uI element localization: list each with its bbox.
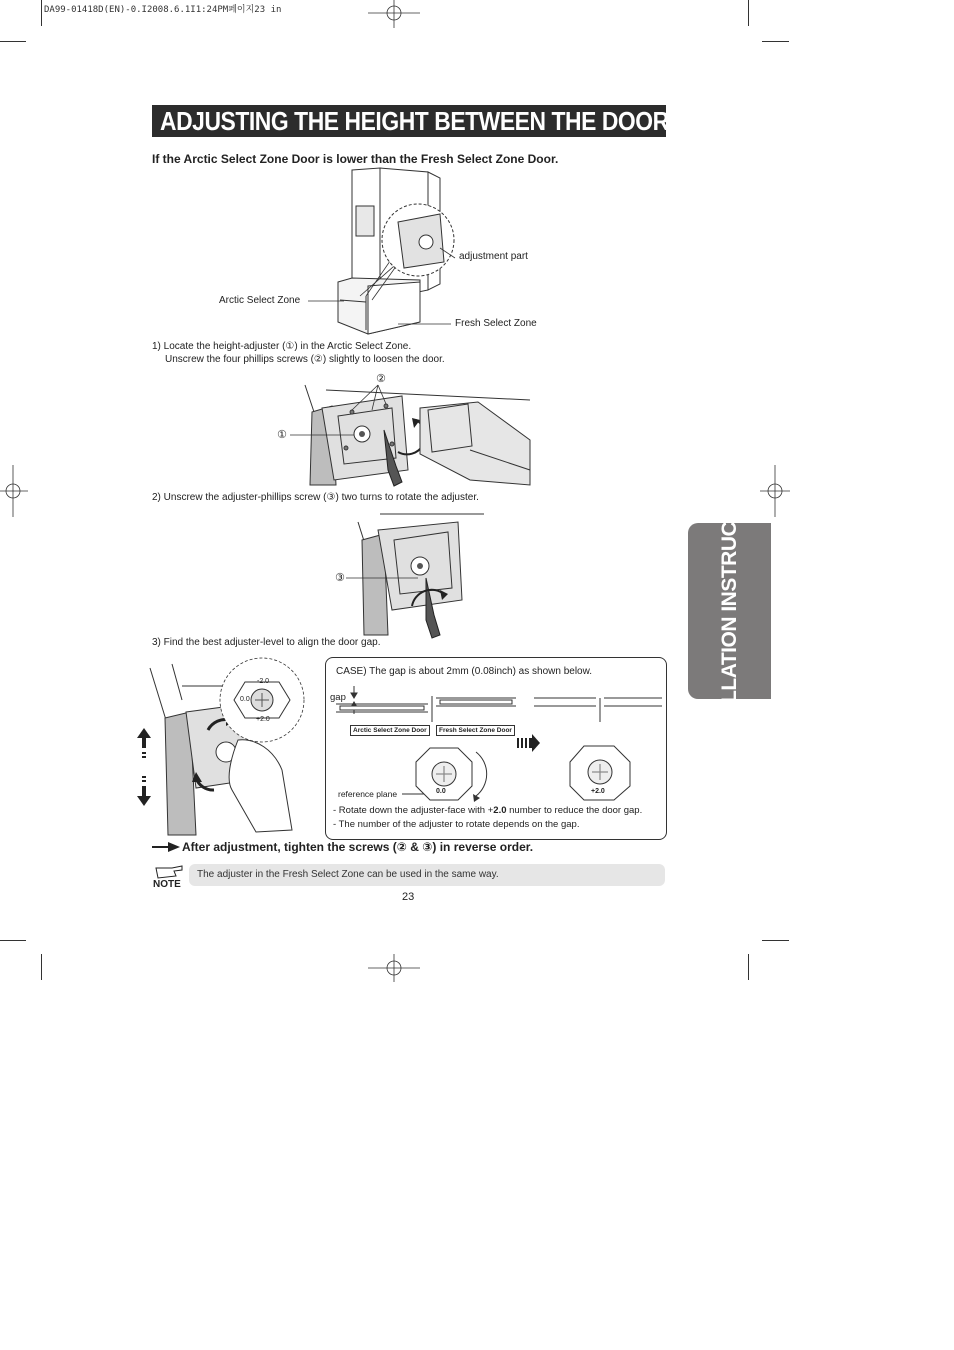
- callout-2: ②: [376, 373, 386, 385]
- step-1-line-1: 1) Locate the height-adjuster (①) in the Arctic Select Zone.: [152, 341, 412, 352]
- dial-label-left: 0.0: [240, 696, 250, 703]
- note-text: The adjuster in the Fresh Select Zone can be used in the same way.: [197, 869, 499, 880]
- step-3: 3) Find the best adjuster-level to align the door gap.: [152, 637, 381, 648]
- label-fresh-zone: Fresh Select Zone: [455, 318, 537, 329]
- after-callout-3: ③: [422, 840, 433, 854]
- case-bullet-1-pre: - Rotate down the adjuster-face with +: [333, 805, 494, 816]
- step-2: 2) Unscrew the adjuster-phillips screw (③) two turns to rotate the adjuster.: [152, 492, 479, 503]
- case-bullet-1-post: number to reduce the door gap.: [506, 805, 643, 816]
- after-pre: After adjustment, tighten the screws (: [182, 840, 397, 854]
- label-fresh-door: Fresh Select Zone Door: [436, 725, 515, 736]
- label-arctic-door: Arctic Select Zone Door: [350, 725, 430, 736]
- note-label: NOTE: [153, 879, 181, 890]
- dial-left-reference: 0.0: [436, 788, 446, 795]
- label-gap: gap: [330, 692, 346, 703]
- step-1-line-2: Unscrew the four phillips screws (②) slightly to loosen the door.: [165, 354, 445, 365]
- label-reference-plane: reference plane: [338, 789, 398, 799]
- callout-3: ③: [335, 572, 345, 584]
- page-title: ADJUSTING THE HEIGHT BETWEEN THE DOORS: [160, 106, 684, 136]
- dial-label-bottom: +2.0: [256, 716, 270, 723]
- print-header-code: DA99-01418D(EN)-0.I2008.6.1I1:24PM페이지23 in: [44, 5, 282, 15]
- case-bullet-1-bold: 2.0: [493, 805, 507, 816]
- subheading: If the Arctic Select Zone Door is lower than the Fresh Select Zone Door.: [152, 152, 559, 166]
- case-title: CASE) The gap is about 2mm (0.08inch) as shown below.: [336, 666, 593, 677]
- callout-1: ①: [277, 429, 287, 441]
- label-arctic-zone: Arctic Select Zone: [219, 295, 301, 306]
- after-callout-2: ②: [396, 840, 407, 854]
- dial-label-top: -2.0: [257, 678, 270, 685]
- section-tab-label: INSTALLATION INSTRUCTIONS: [717, 460, 741, 762]
- label-adjustment-part: adjustment part: [459, 251, 528, 262]
- after-post: ) in reverse order.: [432, 840, 534, 854]
- page-number: 23: [402, 891, 415, 903]
- dial-right-reference: +2.0: [591, 788, 605, 795]
- case-bullet-2: - The number of the adjuster to rotate depends on the gap.: [333, 819, 580, 830]
- note-box: [189, 864, 665, 886]
- after-amp: &: [406, 840, 423, 854]
